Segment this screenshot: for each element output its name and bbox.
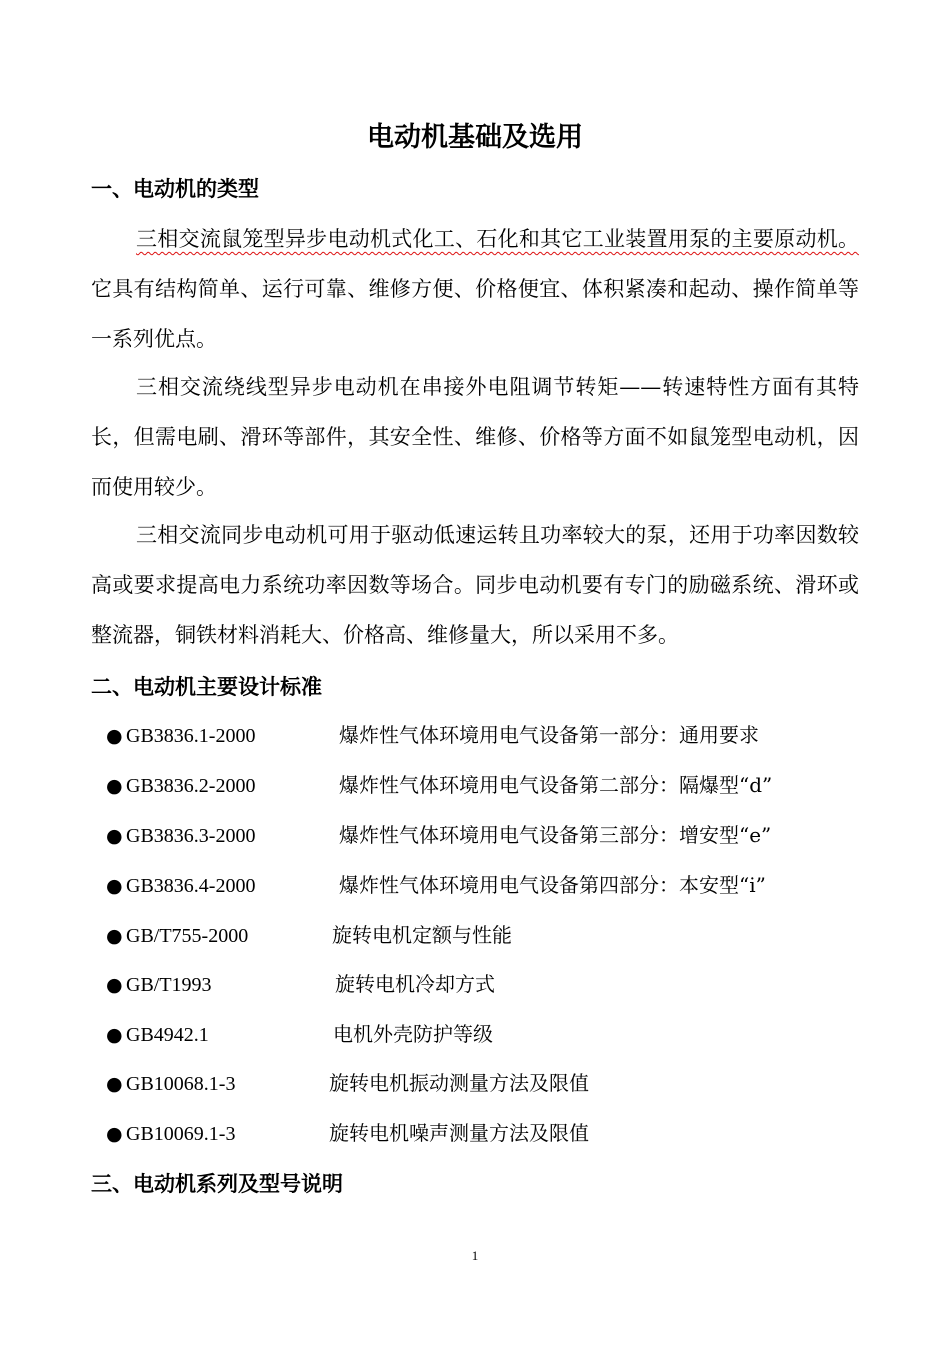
section-heading-motor-types: 一、电动机的类型 [91,176,259,201]
bullet-icon: ● [106,875,123,897]
paragraph-wound-rotor: 三相交流绕线型异步电动机在串接外电阻调节转矩——转速特性方面有其特长，但需电刷、滑环等部件，其安全性、维修、价格等方面不如鼠笼型电动机，因而使用较少。 [91,375,859,499]
standard-description: 旋转电机噪声测量方法及限值 [329,1121,589,1145]
list-item [106,920,512,951]
standard-code: GB10069.1-3 [126,1123,236,1145]
bullet-icon: ● [106,825,123,847]
paragraph-squirrel-cage [91,214,859,364]
paragraph-synchronous: 三相交流同步电动机可用于驱动低速运转且功率较大的泵，还用于功率因数较高或要求提高电力系统功率因数等场合。同步电动机要有专门的励磁系统、滑环或整流器，铜铁材料消耗大、价格高、维修量大，所以采用不多。 [91,523,859,647]
bullet-icon: ● [106,1123,123,1145]
document-title: 电动机基础及选用 [367,122,583,153]
section-heading-design-standards: 二、电动机主要设计标准 [91,674,322,699]
standard-code: GB4942.1 [126,1024,209,1046]
bullet-icon: ● [106,974,123,996]
standard-description: 旋转电机冷却方式 [335,972,495,996]
standard-description: 旋转电机定额与性能 [332,923,512,947]
bullet-icon: ● [106,1024,123,1046]
section-heading-motor-series: 三、电动机系列及型号说明 [91,1171,343,1196]
bullet-icon: ● [106,725,123,747]
standard-description: 爆炸性气体环境用电气设备第一部分：通用要求 [339,723,759,747]
paragraph-text: 它具有结构简单、运行可靠、维修方便、价格便宜、体积紧凑和起动、操作简单等一系列优点。 [91,277,859,351]
standard-code: GB3836.2-2000 [126,775,256,797]
list-item [106,1118,589,1149]
list-item [106,1019,493,1050]
spellcheck-marked-text: 三相交流鼠笼型异步电动机式化工、石化和其它工业装置用泵的主要原动机。 [136,227,859,251]
standard-code: GB3836.3-2000 [126,825,256,847]
list-item [106,770,773,801]
list-item [106,1068,589,1099]
standard-description: 爆炸性气体环境用电气设备第四部分：本安型“i” [339,873,766,897]
standard-code: GB3836.1-2000 [126,725,256,747]
standard-code: GB10068.1-3 [126,1073,236,1095]
bullet-icon: ● [106,1073,123,1095]
standard-code: GB/T1993 [126,974,212,996]
standard-description: 爆炸性气体环境用电气设备第二部分：隔爆型“d” [339,773,773,797]
list-item [106,720,759,751]
list-item [106,870,766,901]
standard-description: 旋转电机振动测量方法及限值 [329,1071,589,1095]
bullet-icon: ● [106,925,123,947]
page-number: 1 [471,1248,479,1263]
list-item [106,820,772,851]
standard-description: 爆炸性气体环境用电气设备第三部分：增安型“e” [339,823,772,847]
bullet-icon: ● [106,775,123,797]
standard-description: 电机外壳防护等级 [333,1022,493,1046]
list-item [106,969,495,1000]
standard-code: GB/T755-2000 [126,925,249,947]
standard-code: GB3836.4-2000 [126,875,256,897]
